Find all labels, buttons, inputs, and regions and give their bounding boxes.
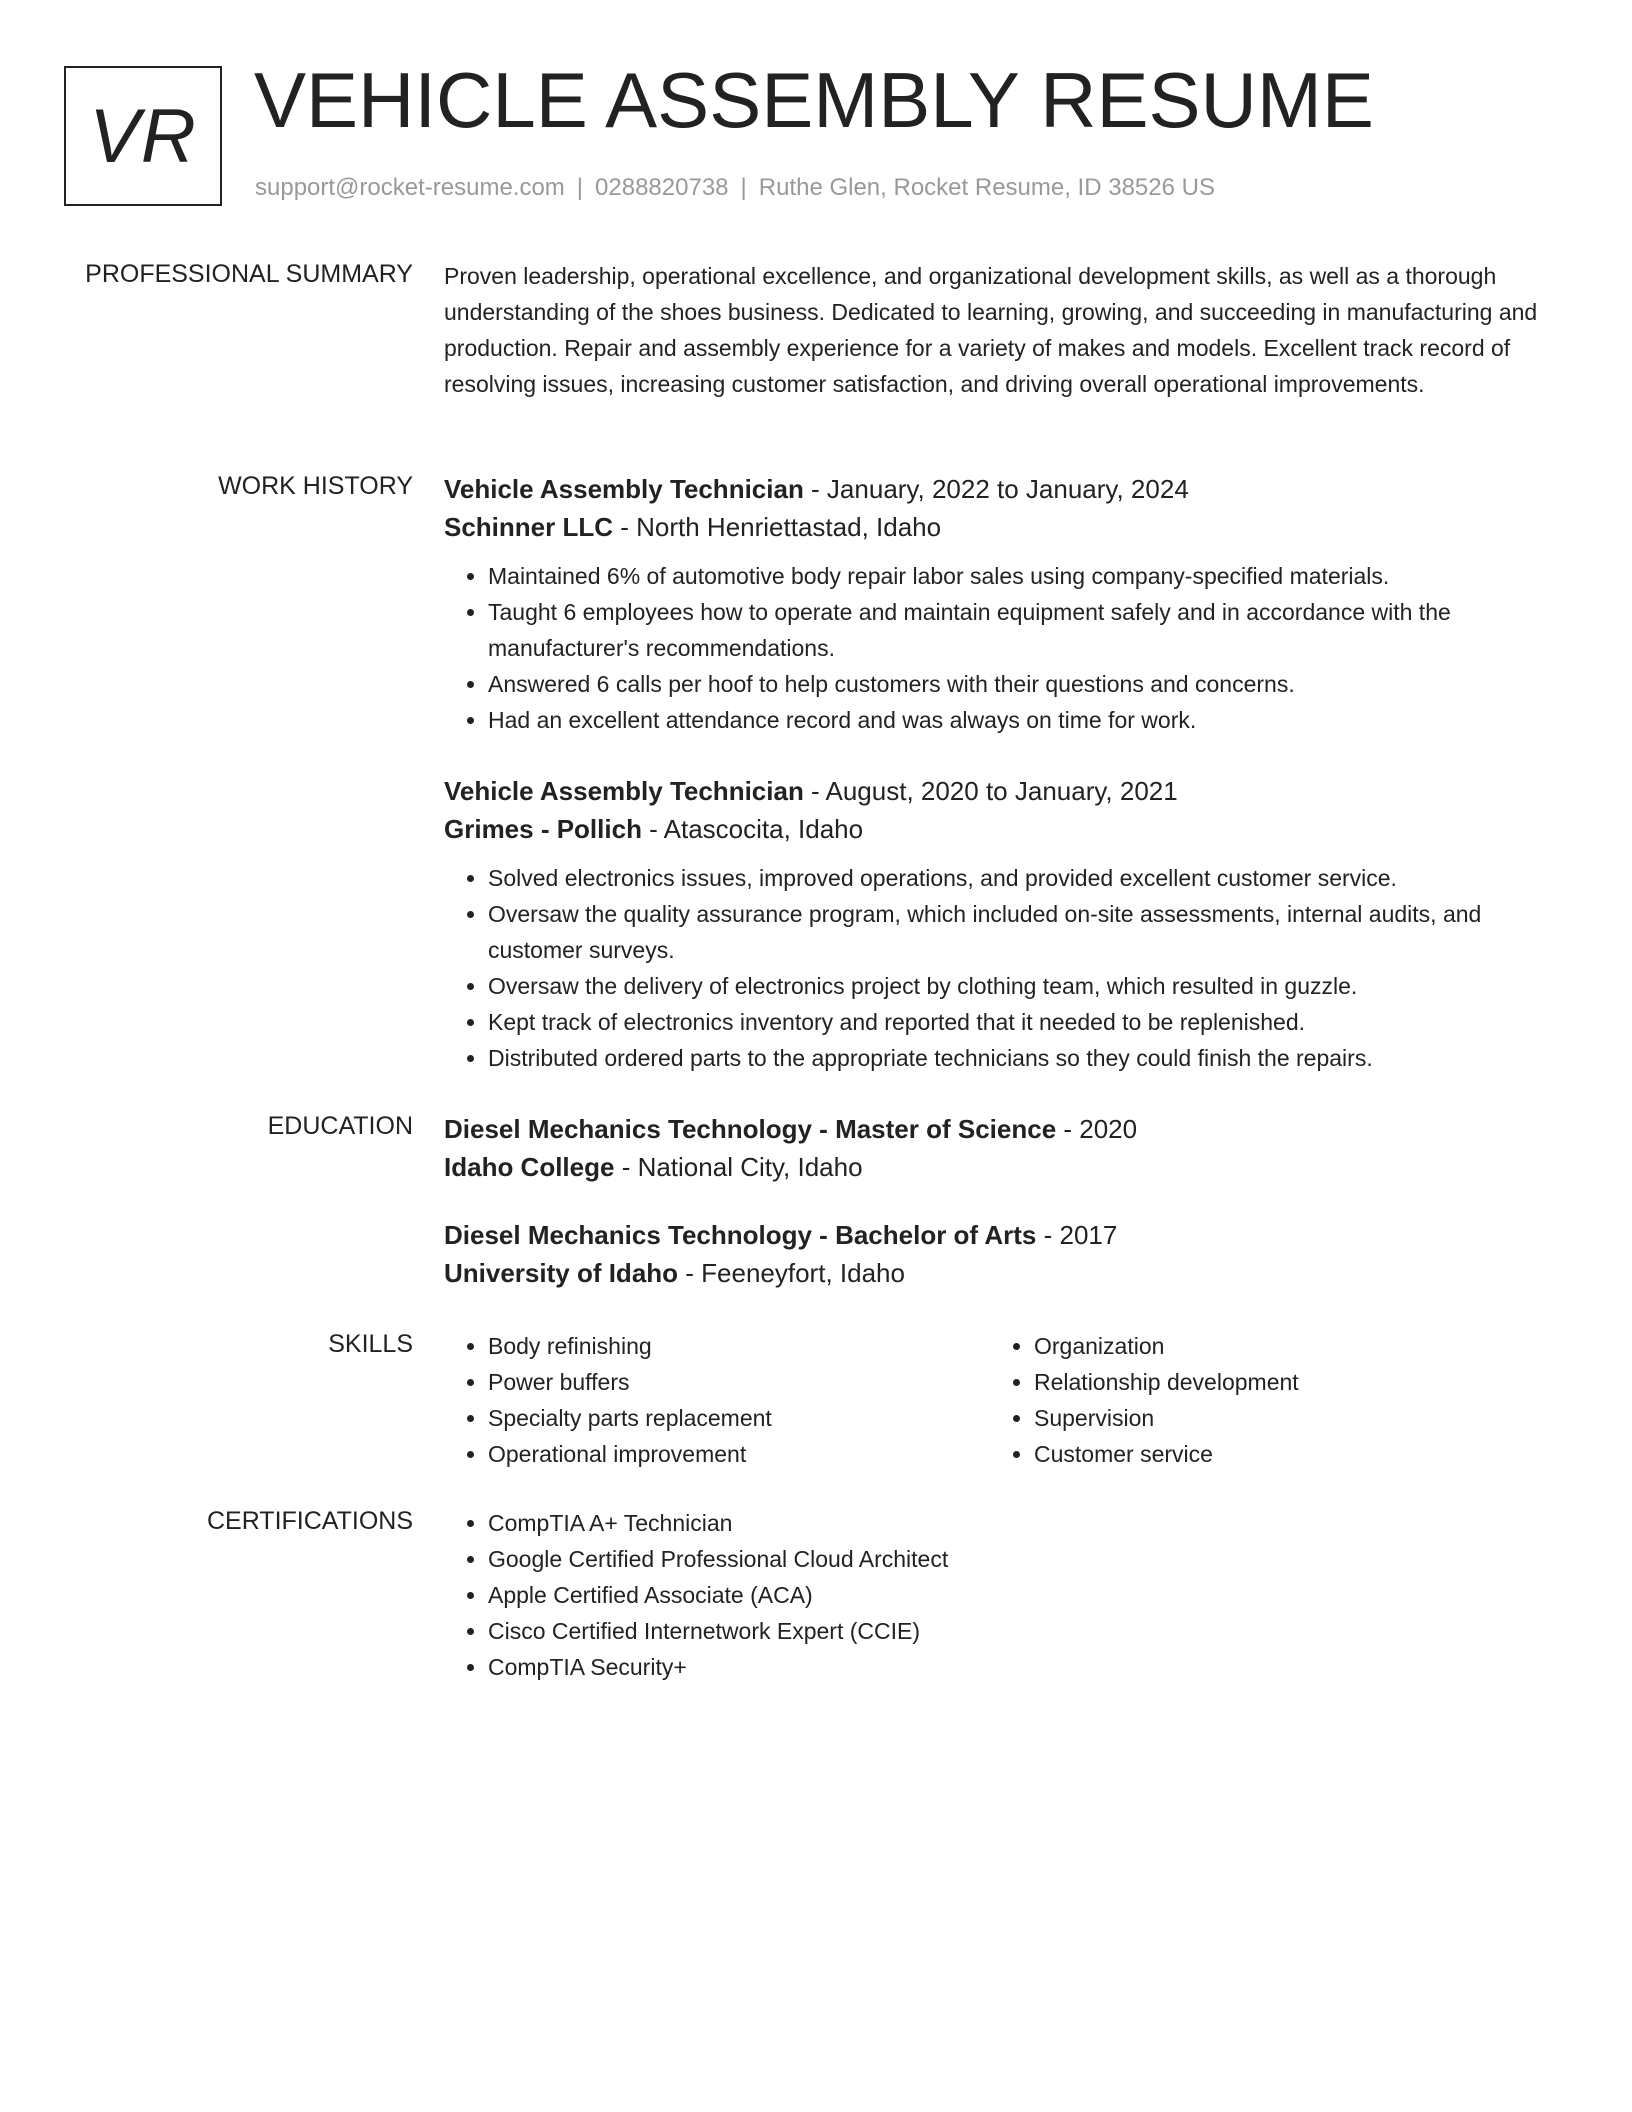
job-company-line [444, 810, 1564, 848]
list-item: • Cisco Certified Internetwork Expert (CCIE) [488, 1613, 1564, 1649]
skills-list [444, 1328, 990, 1472]
job-bullets [444, 860, 1564, 1076]
list-item: • Oversaw the quality assurance program, which included on-site assessments, internal audits, and customer surveys. [488, 896, 1564, 968]
list-item: • Customer service [1034, 1436, 1536, 1472]
resume-title: VEHICLE ASSEMBLY RESUME [254, 56, 1374, 144]
degree-year: - 2020 [1056, 1114, 1138, 1144]
work-history-heading: WORK HISTORY [218, 472, 413, 500]
list-item: • CompTIA A+ Technician [488, 1505, 1564, 1541]
skills-list [990, 1328, 1536, 1472]
job-bullets [444, 558, 1564, 738]
list-item: • Supervision [1034, 1400, 1536, 1436]
job-location: - Atascocita, Idaho [641, 814, 864, 844]
contact-address: Ruthe Glen, Rocket Resume, ID 38526 US [758, 174, 1215, 201]
list-item: • Distributed ordered parts to the appropriate technicians so they could finish the repairs. [488, 1040, 1564, 1076]
list-item: • Organization [1034, 1328, 1536, 1364]
list-item: • Operational improvement [488, 1436, 990, 1472]
school-line [444, 1254, 1564, 1292]
job-entry [444, 772, 1564, 1076]
job-title: Vehicle Assembly Technician [444, 474, 804, 504]
education-entry [444, 1216, 1564, 1292]
list-item: • Solved electronics issues, improved operations, and provided excellent customer service. [488, 860, 1564, 896]
skills-grid [444, 1328, 1564, 1472]
list-item: • Relationship development [1034, 1364, 1536, 1400]
list-item: • CompTIA Security+ [488, 1649, 1564, 1685]
list-item: • Specialty parts replacement [488, 1400, 990, 1436]
contact-phone: 0288820738 [595, 174, 729, 201]
school-location: - Feeneyfort, Idaho [678, 1258, 905, 1288]
job-company: Grimes - Pollich [444, 814, 642, 844]
education-heading: EDUCATION [267, 1112, 413, 1140]
job-entry [444, 470, 1564, 738]
job-title-line [444, 470, 1564, 508]
job-title: Vehicle Assembly Technician [444, 776, 804, 806]
contact-separator: | [576, 174, 584, 201]
skills-column [444, 1328, 990, 1472]
education-entry [444, 1110, 1564, 1186]
contact-separator: | [740, 174, 747, 201]
degree: Diesel Mechanics Technology - Master of Science [444, 1114, 1057, 1144]
list-item: • Oversaw the delivery of electronics project by clothing team, which resulted in guzzle. [488, 968, 1564, 1004]
monogram-logo: VR [64, 66, 222, 206]
contact-line [255, 174, 1215, 202]
school-line [444, 1148, 1564, 1186]
list-item: • Had an excellent attendance record and was always on time for work. [488, 702, 1564, 738]
list-item: • Body refinishing [488, 1328, 990, 1364]
list-item: • Maintained 6% of automotive body repair labor sales using company-specified materials. [488, 558, 1564, 594]
contact-email: support@rocket-resume.com [255, 174, 565, 201]
school: Idaho College [444, 1152, 615, 1182]
list-item: • Power buffers [488, 1364, 990, 1400]
school-location: - National City, Idaho [614, 1152, 863, 1182]
job-company: Schinner LLC [444, 512, 614, 542]
skills-heading: SKILLS [328, 1330, 413, 1358]
job-dates: - January, 2022 to January, 2024 [803, 474, 1189, 504]
list-item: • Kept track of electronics inventory and reported that it needed to be replenished. [488, 1004, 1564, 1040]
degree: Diesel Mechanics Technology - Bachelor of Arts [444, 1220, 1037, 1250]
skills-column [990, 1328, 1536, 1472]
summary-heading: PROFESSIONAL SUMMARY [85, 260, 413, 288]
list-item: • Answered 6 calls per hoof to help customers with their questions and concerns. [488, 666, 1564, 702]
list-item: • Google Certified Professional Cloud Architect [488, 1541, 1564, 1577]
summary-text: Proven leadership, operational excellence, and organizational development skills, as well as a thorough understanding of the shoes business. Dedicated to learning, growing, and succeeding in manufacturing and production. Repair and assembly experience for a variety of makes and models. Excellent track record of resolving issues, increasing customer satisfaction, and driving overall operational improvements. [444, 263, 1538, 397]
certifications-heading: CERTIFICATIONS [206, 1507, 413, 1535]
degree-line [444, 1216, 1564, 1254]
degree-line [444, 1110, 1564, 1148]
degree-year: - 2017 [1036, 1220, 1118, 1250]
certifications-list [444, 1505, 1564, 1685]
list-item: • Apple Certified Associate (ACA) [488, 1577, 1564, 1613]
job-company-line [444, 508, 1564, 546]
list-item: • Taught 6 employees how to operate and maintain equipment safely and in accordance with the manufacturer's recommendations. [488, 594, 1564, 666]
school: University of Idaho [444, 1258, 679, 1288]
job-location: - North Henriettastad, Idaho [613, 512, 942, 542]
job-dates: - August, 2020 to January, 2021 [803, 776, 1178, 806]
job-title-line [444, 772, 1564, 810]
